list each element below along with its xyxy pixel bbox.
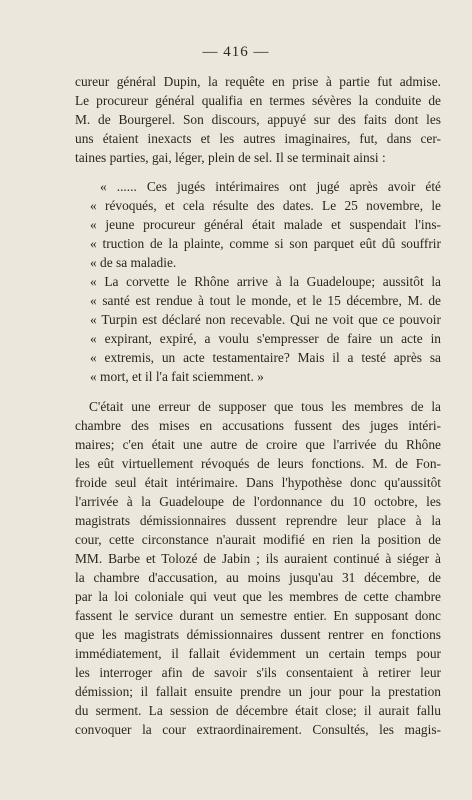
text-line: la chambre d'accusation, au moins jusqu'au 31 décembre, de <box>75 570 441 585</box>
quote-line: « jeune procureur général était malade et suspendait l'ins- <box>90 217 441 232</box>
text-line: l'arrivée à la Guadeloupe de l'ordonnance du 10 octobre, les <box>75 494 441 509</box>
text-line: froide seul était intérimaire. Dans l'hypothèse donc qu'aussitôt <box>75 475 441 490</box>
text-line: cureur général Dupin, la requête en prise à partie fut admise. <box>75 74 441 89</box>
text-line: immédiatement, il fallait évidemment un certain temps pour <box>75 646 441 661</box>
text-line: MM. Barbe et Tolozé de Jabin ; ils auraient continué à siéger à <box>75 551 441 566</box>
text-line: Le procureur général qualifia en termes sévères la conduite de <box>75 93 441 108</box>
text-line: maires; c'en était une autre de croire que l'arrivée du Rhône <box>75 437 441 452</box>
quote-line: « truction de la plainte, comme si son parquet eût dû souffrir <box>90 236 441 251</box>
page-number: — 416 — <box>202 44 270 60</box>
text-line: C'était une erreur de supposer que tous les membres de la <box>89 399 441 414</box>
quote-line: « La corvette le Rhône arrive à la Guadeloupe; aussitôt la <box>90 274 441 289</box>
quote-line: « santé est rendue à tout le monde, et le 15 décembre, M. de <box>90 293 441 308</box>
quote-line: « Turpin est déclaré non recevable. Qui ne voit que ce pouvoir <box>90 312 441 327</box>
text-line: fassent le service durant un semestre entier. En supposant donc <box>75 608 441 623</box>
text-line: les eût virtuellement révoqués de leurs fonctions. M. de Fon- <box>75 456 441 471</box>
text-line: chambre des mises en accusations fussent des juges intéri- <box>75 418 441 433</box>
quote-line: « mort, et il l'a fait sciemment. » <box>90 369 264 384</box>
text-line: magistrats démissionnaires dussent reprendre leur place à la <box>75 513 441 528</box>
text-line: M. de Bourgerel. Son discours, appuyé sur des faits dont les <box>75 112 441 127</box>
text-line: du serment. La session de décembre était close; il aurait fallu <box>75 703 441 718</box>
quote-line: « expirant, expiré, a voulu s'empresser de faire un acte in <box>90 331 441 346</box>
text-line: par la loi coloniale qui veut que les membres de cette chambre <box>75 589 441 604</box>
quote-line: « extremis, un acte testamentaire? Mais il a testé après sa <box>90 350 441 365</box>
text-line: taines parties, gai, léger, plein de sel. Il se terminait ainsi : <box>75 150 386 165</box>
text-line: uns étaient inexacts et les autres imaginaires, fut, dans cer- <box>75 131 441 146</box>
text-line: démission; il fallait ensuite prendre un jour pour la prestation <box>75 684 441 699</box>
text-line: convoquer la cour extraordinairement. Consultés, les magis- <box>75 722 441 737</box>
text-line: cour, cette circonstance n'aurait modifié en rien la position de <box>75 532 441 547</box>
quote-line: « révoqués, et cela résulte des dates. Le 25 novembre, le <box>90 198 441 213</box>
text-line: les interroger afin de savoir s'ils consentaient à retirer leur <box>75 665 441 680</box>
quote-line: « ...... Ces jugés intérimaires ont jugé après avoir été <box>100 179 441 194</box>
quote-line: « de sa maladie. <box>90 255 177 270</box>
text-line: que les magistrats démissionnaires dussent rentrer en fonctions <box>75 627 441 642</box>
